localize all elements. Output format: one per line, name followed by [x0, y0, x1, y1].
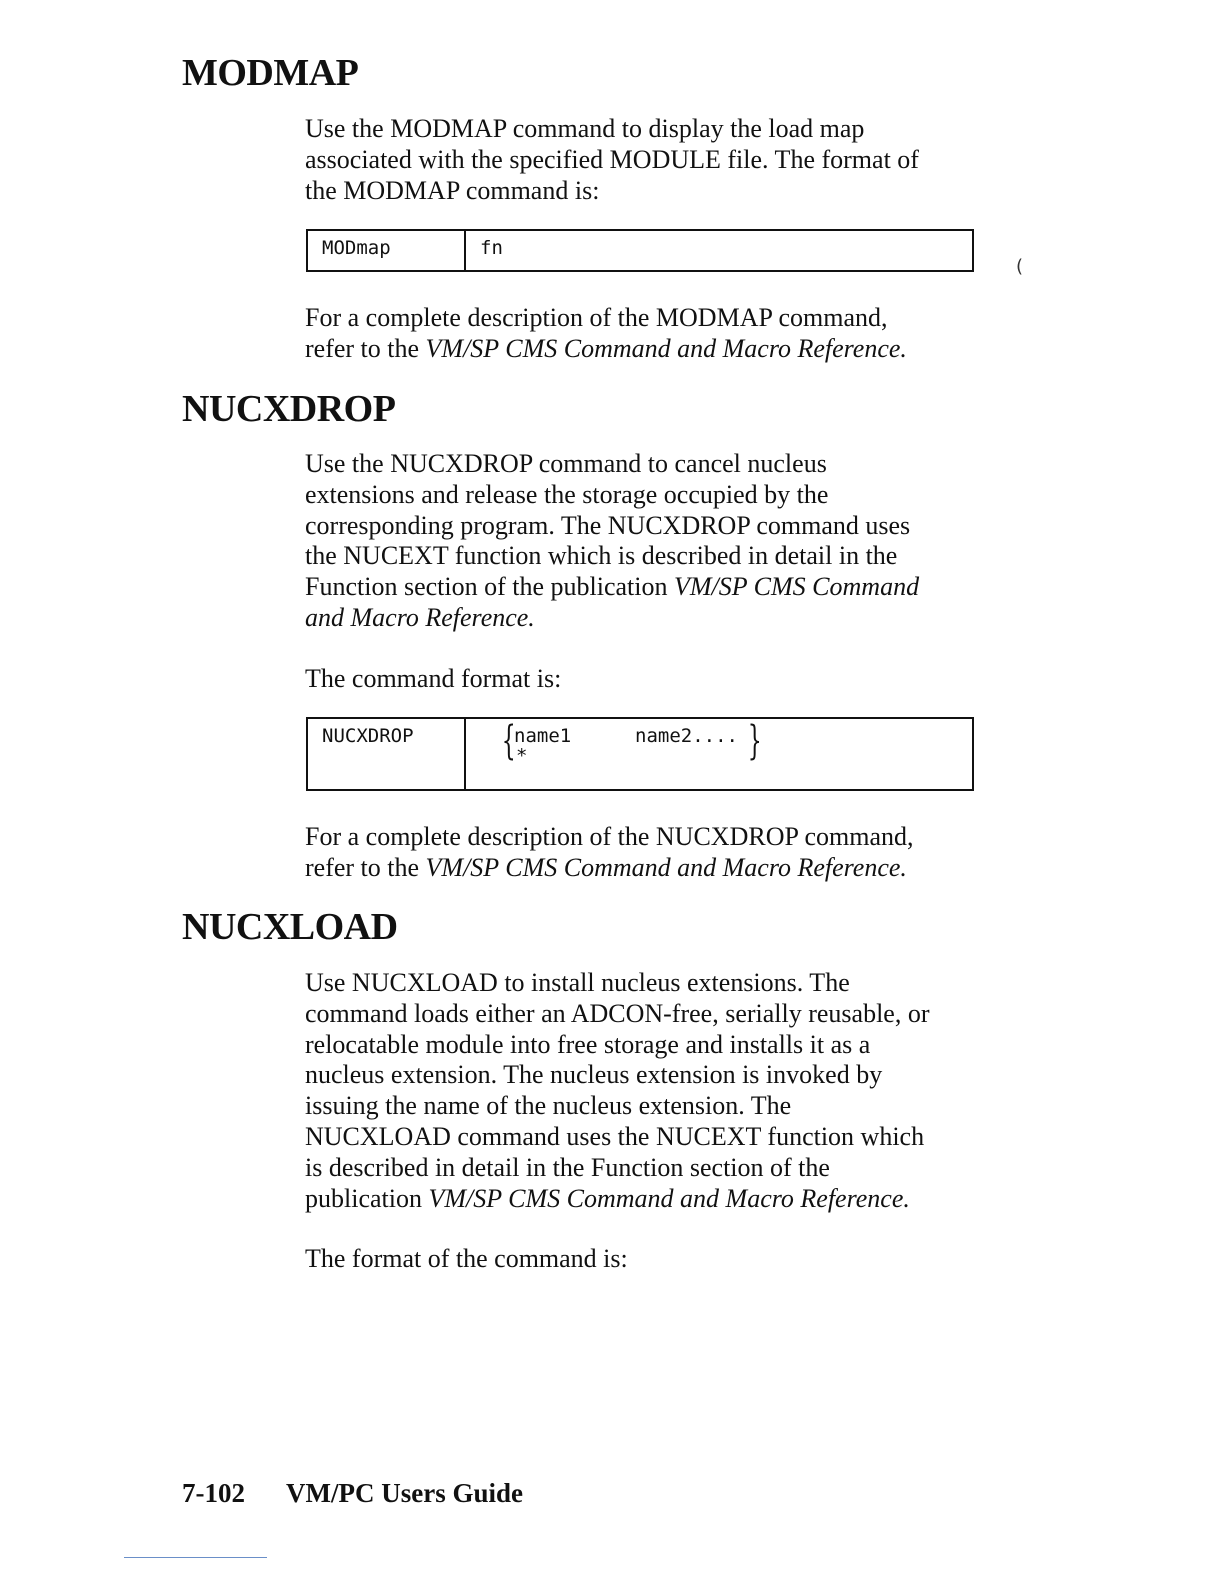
nucxdrop-intro-text: Use the NUCXDROP command to cancel nucleus extensions and release the storage occupied by the corresponding program. The NUCXDROP command uses the NUCEXT function which is described in detail in the Function section of the publication — [305, 449, 911, 602]
section-heading-nucxload: NUCXLOAD — [182, 906, 398, 948]
page-number: 7-102 — [182, 1478, 245, 1508]
nucxdrop-syntax-command: NUCXDROP — [322, 725, 414, 747]
modmap-syntax-box — [306, 229, 974, 272]
syntax-divider — [464, 231, 466, 270]
modmap-intro: Use the MODMAP command to display the load map associated with the specified MODULE file. The format of the MODMAP command is: — [305, 114, 919, 205]
bottom-rule — [124, 1557, 267, 1558]
nucxload-intro — [305, 968, 985, 1214]
section-heading-nucxdrop: NUCXDROP — [182, 388, 396, 430]
nucxdrop-reference-title: VM/SP CMS Command and Macro Reference. — [425, 852, 907, 882]
modmap-reference-prefix: For a complete description of the MODMAP command, refer to the — [305, 303, 888, 363]
nucxdrop-format-label: The command format is: — [305, 664, 562, 693]
section-heading-modmap: MODMAP — [182, 52, 359, 94]
nucxload-intro-title: VM/SP CMS Command and Macro Reference. — [428, 1183, 910, 1213]
page-footer — [182, 1478, 523, 1509]
nucxdrop-syntax-box — [306, 717, 974, 791]
left-brace: { — [501, 718, 516, 764]
nucxdrop-intro-title: VM/SP CMS Command and Macro Reference. — [305, 572, 920, 632]
nucxdrop-reference-prefix: For a complete description of the NUCXDROP command, refer to the — [305, 822, 914, 882]
nucxdrop-operand-asterisk: * — [516, 745, 528, 767]
modmap-syntax-operands: fn — [480, 237, 503, 259]
nucxdrop-intro — [305, 449, 985, 634]
nucxload-intro-text: Use NUCXLOAD to install nucleus extensions. The command loads either an ADCON-free, serially reusable, or relocatable module into free storage and installs it as a nucleus extension. The nucleus extension is invoked by issuing the name of the nucleus extension. The NUCXLOAD command uses the NUCEXT function which is described in detail in the Function section of the publication — [305, 968, 930, 1213]
margin-mark: ( — [1016, 256, 1024, 277]
modmap-reference — [305, 303, 985, 365]
right-brace: } — [747, 718, 762, 764]
nucxdrop-operand-name1: name1 — [514, 725, 572, 747]
book-title: VM/PC Users Guide — [286, 1478, 523, 1508]
nucxdrop-reference — [305, 822, 985, 884]
nucxload-format-label: The format of the command is: — [305, 1244, 628, 1273]
nucxdrop-operand-name2: name2.... — [635, 725, 738, 747]
syntax-divider — [464, 719, 466, 789]
modmap-syntax-command: MODmap — [322, 237, 391, 259]
modmap-reference-title: VM/SP CMS Command and Macro Reference. — [425, 333, 907, 363]
